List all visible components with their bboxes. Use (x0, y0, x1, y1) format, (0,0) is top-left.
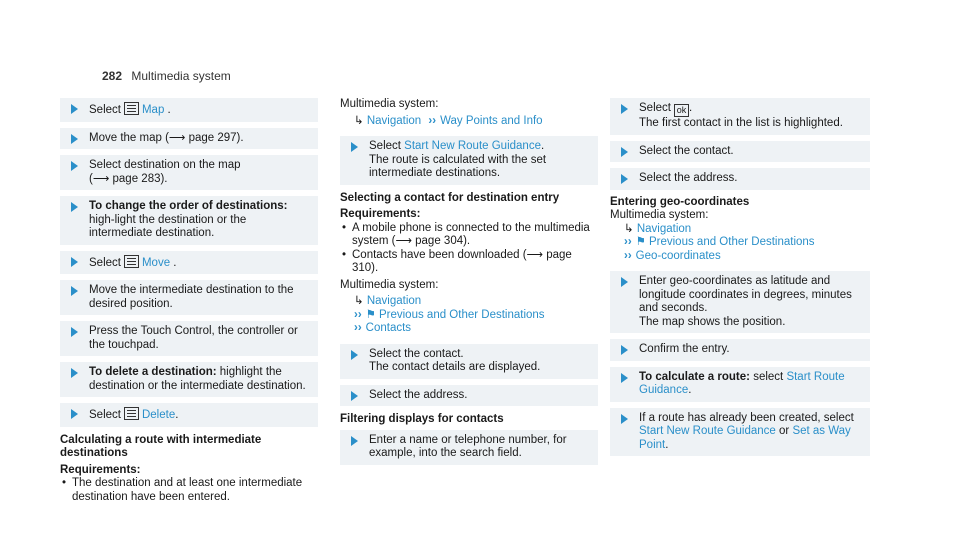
system-label: Multimedia system: (340, 278, 439, 291)
step (60, 251, 318, 275)
section-heading: Calculating a route with intermediate destinations (60, 433, 262, 459)
step-text: or (779, 425, 790, 437)
step-text: Confirm the entry. (639, 343, 730, 355)
step (60, 403, 318, 427)
step-text: select (753, 370, 784, 383)
step-text: Select destination on the map (89, 159, 241, 171)
step-text: Enter a name or telephone number, for example, into the search field. (369, 433, 567, 459)
step: Move the map (⟶ page 297). (60, 128, 318, 150)
arrow-icon (621, 414, 628, 424)
step-text: Move the map ( (89, 131, 169, 144)
menu-path: ↳ Navigation (624, 222, 692, 235)
link-previous-destinations[interactable]: Previous and Other Destinations (648, 236, 815, 248)
column-1 (60, 98, 318, 504)
link-start-route[interactable]: Start Route Guidance (639, 370, 845, 396)
arrow-icon (351, 436, 358, 446)
step-text: highlight the destination or the intermediate destination. (89, 366, 306, 392)
step (60, 280, 318, 315)
menu-path: ›› Contacts (354, 322, 412, 334)
step-text: . (540, 140, 545, 152)
step: Select destination on the map (⟶ page 283). (60, 155, 318, 190)
menu-icon (124, 255, 139, 268)
arrow-icon (351, 350, 358, 360)
flag-icon: ⚑ (635, 236, 646, 248)
arrow-icon (71, 202, 78, 212)
step-text: . (688, 102, 693, 114)
column-3 (610, 98, 870, 462)
page-title: Multimedia system (131, 69, 231, 83)
system-label: Multimedia system: (340, 98, 439, 110)
step-label: To calculate a route: (639, 370, 750, 383)
step-text: Select (369, 140, 401, 152)
step-text: Select the address. (369, 388, 468, 401)
arrow-icon (71, 134, 78, 144)
ok-icon: ok (674, 104, 689, 117)
link-delete[interactable]: Delete (141, 409, 176, 421)
step-text: Enter geo-coordinates as latitude and longitude coordinates in degrees, minutes and seconds. (639, 275, 852, 314)
section-heading: Entering geo-coordinates (610, 195, 750, 208)
arrow-icon (621, 174, 628, 184)
step-text: The contact details are displayed. (369, 361, 541, 373)
step-text: Select (639, 102, 671, 114)
requirement-item: • Contacts have been downloaded (⟶ page 310). (340, 249, 598, 276)
step-text: Select (89, 409, 121, 421)
step-text: Move the intermediate destination to the desired position. (89, 284, 294, 310)
link-start-new-route[interactable]: Start New Route Guidance (639, 425, 776, 437)
link-navigation[interactable]: Navigation (366, 295, 422, 307)
link-navigation[interactable]: Navigation (366, 114, 422, 127)
page-number: 282 (102, 69, 123, 83)
step (610, 168, 870, 190)
link-map[interactable]: Map (141, 104, 165, 116)
step (610, 339, 870, 361)
page-reference[interactable]: page 297). (188, 131, 244, 144)
step-text: . (665, 438, 669, 451)
link-way-points[interactable]: Way Points and Info (440, 114, 543, 127)
arrow-icon (71, 257, 78, 267)
step-text: The route is calculated with the set intermediate destinations. (369, 153, 547, 179)
step (340, 344, 598, 379)
requirement-item: • The destination and at least one intermediate destination have been entered. (60, 477, 318, 504)
step-text: Press the Touch Control, the controller or the touchpad. (89, 325, 298, 351)
system-label: Multimedia system: (610, 209, 709, 221)
link-previous-destinations[interactable]: Previous and Other Destinations (378, 308, 545, 321)
step-text: Select (89, 256, 121, 269)
step (60, 196, 318, 245)
menu-path: ›› ⚑ Previous and Other Destinations (354, 308, 545, 321)
menu-path: ›› ⚑ Previous and Other Destinations (624, 236, 815, 248)
step-text: Select the contact. (369, 347, 464, 360)
step (60, 98, 318, 122)
requirement-item: • A mobile phone is connected to the multimedia system (⟶ page 304). (340, 222, 598, 249)
menu-path: ›› Geo-coordinates (624, 249, 721, 262)
step-text: . (175, 409, 179, 421)
link-navigation[interactable]: Navigation (636, 222, 692, 235)
step (60, 321, 318, 356)
step-text: The map shows the position. (639, 315, 786, 328)
step-text: . (688, 384, 692, 396)
arrow-icon (621, 104, 628, 114)
arrow-icon (351, 391, 358, 401)
arrow-icon (71, 286, 78, 296)
arrow-icon (621, 345, 628, 355)
page-reference[interactable]: page 283). (112, 172, 168, 185)
step (610, 271, 870, 333)
arrow-icon (71, 368, 78, 378)
step-text: If a route has already been created, select (639, 411, 854, 424)
arrow-icon (621, 277, 628, 287)
step (610, 98, 870, 135)
link-move[interactable]: Move (141, 256, 171, 269)
page-header (102, 70, 231, 84)
step-label: To delete a destination: (89, 366, 217, 378)
arrow-icon (621, 373, 628, 383)
section-heading: Filtering displays for contacts (340, 413, 504, 425)
menu-icon (124, 102, 139, 115)
arrow-icon (71, 409, 78, 419)
step-text: The first contact in the list is highlighted. (639, 117, 843, 129)
step (340, 430, 598, 465)
step-text: Select the address. (639, 172, 738, 184)
step-text: . (173, 256, 177, 269)
step-text: high-light the destination or the intermediate destination. (89, 213, 247, 239)
arrow-icon (71, 104, 78, 114)
menu-icon (124, 407, 139, 420)
arrow-icon (351, 142, 358, 152)
step (610, 408, 870, 457)
step (610, 141, 870, 163)
arrow-icon (71, 161, 78, 171)
link-geo-coordinates[interactable]: Geo-coordinates (635, 249, 721, 262)
requirements-label: Requirements: (60, 463, 141, 476)
link-start-new-route[interactable]: Start New Route Guidance (404, 140, 541, 152)
arrow-icon (621, 147, 628, 157)
column-2 (340, 98, 598, 471)
menu-path: ↳ Navigation (354, 295, 422, 307)
step-text: Select the contact. (639, 144, 734, 157)
arrow-icon (71, 327, 78, 337)
step-label: To change the order of destinations: (89, 200, 288, 212)
step-text: Select (89, 104, 121, 116)
step-text: . (167, 104, 171, 116)
step (340, 136, 598, 185)
step (610, 367, 870, 402)
step (340, 385, 598, 407)
section-heading: Selecting a contact for destination entry (340, 191, 560, 204)
step (60, 362, 318, 397)
menu-path: ↳ Navigation ›› Way Points and Info (354, 114, 543, 127)
requirements-label: Requirements: (340, 208, 421, 220)
link-set-as-waypoint[interactable]: Set as Way Point (639, 425, 851, 451)
flag-icon: ⚑ (365, 308, 376, 321)
link-contacts[interactable]: Contacts (365, 322, 412, 334)
